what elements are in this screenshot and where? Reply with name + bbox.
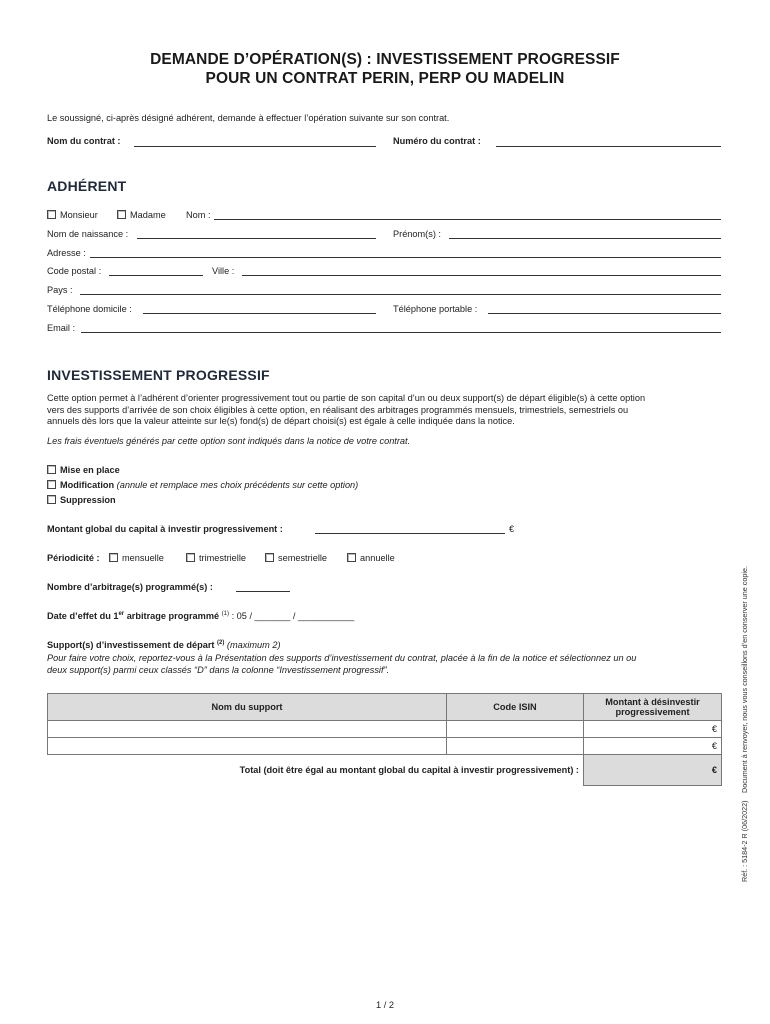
mise-label: Mise en place — [60, 465, 120, 475]
date-note: (1) — [221, 611, 230, 617]
madame-option[interactable] — [117, 210, 166, 220]
tel-domicile-label: Téléphone domicile : — [47, 304, 132, 314]
table-row — [48, 738, 722, 755]
naissance-field[interactable] — [137, 238, 376, 239]
ville-field[interactable] — [242, 275, 721, 276]
table-row — [48, 721, 722, 738]
modif-note: (annule et remplace mes choix précédents sur cette option) — [116, 480, 359, 490]
col-montant: Montant à désinvestir progressivement — [584, 694, 722, 721]
table-header-row — [48, 694, 722, 721]
prenom-label: Prénom(s) : — [393, 229, 441, 239]
mise-checkbox[interactable] — [47, 465, 56, 474]
opt-modif-option[interactable] — [47, 480, 358, 490]
amount-cell[interactable]: € — [584, 738, 722, 755]
invest-heading: INVESTISSEMENT PROGRESSIF — [47, 367, 270, 383]
modif-label: Modification — [60, 480, 115, 490]
side-notice: Document à renvoyer, nous vous conseillons d’en conserver une copie. — [740, 566, 749, 793]
contract-name-field[interactable] — [134, 146, 376, 147]
amount-cell[interactable]: € — [584, 721, 722, 738]
total-cell: € — [584, 755, 722, 786]
opt-mise-option[interactable] — [47, 465, 120, 475]
trim-label: trimestrielle — [199, 553, 246, 563]
page-subtitle: POUR UN CONTRAT PERIN, PERP OU MADELIN — [205, 70, 565, 87]
opt-suppr-option[interactable] — [47, 495, 116, 505]
support-instr-line2: deux support(s) parmi ceux classés “D” dans la colonne “Investissement progressif”. — [47, 664, 390, 675]
ann-checkbox[interactable] — [347, 553, 356, 562]
mens-label: mensuelle — [122, 553, 164, 563]
ann-label: annuelle — [360, 553, 395, 563]
date-label-b: arbitrage programmé — [124, 611, 220, 622]
code-postal-field[interactable] — [109, 275, 203, 276]
madame-label: Madame — [130, 210, 166, 220]
montant-field[interactable] — [315, 533, 505, 534]
nb-arbitrage-label: Nombre d’arbitrage(s) programmé(s) : — [47, 582, 213, 592]
contract-number-label: Numéro du contrat : — [393, 136, 481, 146]
suppr-label: Suppression — [60, 495, 116, 505]
support-row — [47, 640, 281, 650]
pays-field[interactable] — [80, 294, 721, 295]
modif-checkbox[interactable] — [47, 480, 56, 489]
support-note: (2) — [217, 640, 225, 646]
invest-desc-line1: Cette option permet à l’adhérent d’orienter progressivement tout ou partie de son capital d’un ou deux support(s) de départ éligible(s) à cette option — [47, 393, 646, 403]
sem-label: semestrielle — [278, 553, 328, 563]
page-number: 1 / 2 — [376, 1000, 394, 1010]
nom-field[interactable] — [214, 219, 721, 220]
support-instructions — [47, 653, 722, 676]
montant-label: Montant global du capital à investir progressivement : — [47, 524, 283, 534]
monsieur-option[interactable] — [47, 210, 98, 220]
support-name-cell[interactable] — [48, 738, 447, 755]
per-sem-option[interactable] — [265, 553, 327, 563]
isin-cell[interactable] — [447, 738, 584, 755]
code-postal-label: Code postal : — [47, 266, 102, 276]
support-label: Support(s) d’investissement de départ — [47, 640, 215, 651]
pays-label: Pays : — [47, 285, 73, 295]
total-label — [48, 755, 584, 786]
date-label-sup: er — [118, 611, 125, 617]
tel-portable-label: Téléphone portable : — [393, 304, 478, 314]
periodicite-label: Périodicité : — [47, 553, 100, 563]
email-label: Email : — [47, 323, 76, 333]
invest-desc-line2: vers des supports d’arrivée de son choix éligibles à cette option, en réalisant des arbitrages programmés mensuels, trimestriels, semestriels ou — [47, 404, 629, 415]
per-mens-option[interactable] — [109, 553, 164, 563]
table-total-row — [48, 755, 722, 786]
page-title: DEMANDE D’OPÉRATION(S) : INVESTISSEMENT PROGRESSIF — [150, 51, 620, 68]
per-trim-option[interactable] — [186, 553, 246, 563]
periodicite-row — [47, 553, 100, 563]
supports-table — [47, 693, 722, 786]
trim-checkbox[interactable] — [186, 553, 195, 562]
side-ref: Réf. : 5184-2 R (06/2022) — [740, 800, 749, 882]
monsieur-label: Monsieur — [60, 210, 98, 220]
support-max: (maximum 2) — [226, 640, 281, 651]
date-label-a: Date d’effet du 1 — [47, 611, 119, 622]
madame-checkbox[interactable] — [117, 210, 126, 219]
nb-arbitrage-field[interactable] — [236, 591, 290, 592]
tel-portable-field[interactable] — [488, 313, 721, 314]
support-instr-line1: Pour faire votre choix, reportez-vous à la Présentation des supports d’investissement du contrat, placée à la fin de la notice et sélectionnez un ou — [47, 653, 637, 663]
monsieur-checkbox[interactable] — [47, 210, 56, 219]
contract-name-label: Nom du contrat : — [47, 136, 121, 146]
invest-description — [47, 393, 722, 428]
intro-text: Le soussigné, ci-après désigné adhérent, demande à effectuer l’opération suivante sur son contrat. — [47, 113, 450, 123]
nom-label: Nom : — [186, 210, 211, 220]
isin-cell[interactable] — [447, 721, 584, 738]
adherent-heading: ADHÉRENT — [47, 178, 127, 194]
montant-euro: € — [509, 524, 515, 534]
email-field[interactable] — [81, 332, 721, 333]
date-value: : 05 / _______ / ___________ — [229, 611, 355, 622]
adresse-label: Adresse : — [47, 248, 86, 258]
suppr-checkbox[interactable] — [47, 495, 56, 504]
sem-checkbox[interactable] — [265, 553, 274, 562]
col-nom-support: Nom du support — [48, 694, 447, 721]
contract-number-field[interactable] — [496, 146, 721, 147]
invest-desc-line3: annuels dès lors que la valeur atteinte sur le(s) fond(s) de départ choisi(s) est égale à celle indiquée dans la notice. — [47, 416, 515, 427]
mens-checkbox[interactable] — [109, 553, 118, 562]
date-effet-row[interactable] — [47, 611, 354, 621]
support-name-cell[interactable] — [48, 721, 447, 738]
total-label-text: Total (doit être égal au montant global du capital à investir progressivement) : — [239, 765, 579, 775]
naissance-label: Nom de naissance : — [47, 229, 129, 239]
adresse-field[interactable] — [90, 257, 721, 258]
tel-domicile-field[interactable] — [143, 313, 376, 314]
col-code-isin: Code ISIN — [447, 694, 584, 721]
ville-label: Ville : — [212, 266, 235, 276]
prenom-field[interactable] — [449, 238, 721, 239]
per-ann-option[interactable] — [347, 553, 395, 563]
frais-note: Les frais éventuels générés par cette option sont indiqués dans la notice de votre contrat. — [47, 436, 411, 446]
